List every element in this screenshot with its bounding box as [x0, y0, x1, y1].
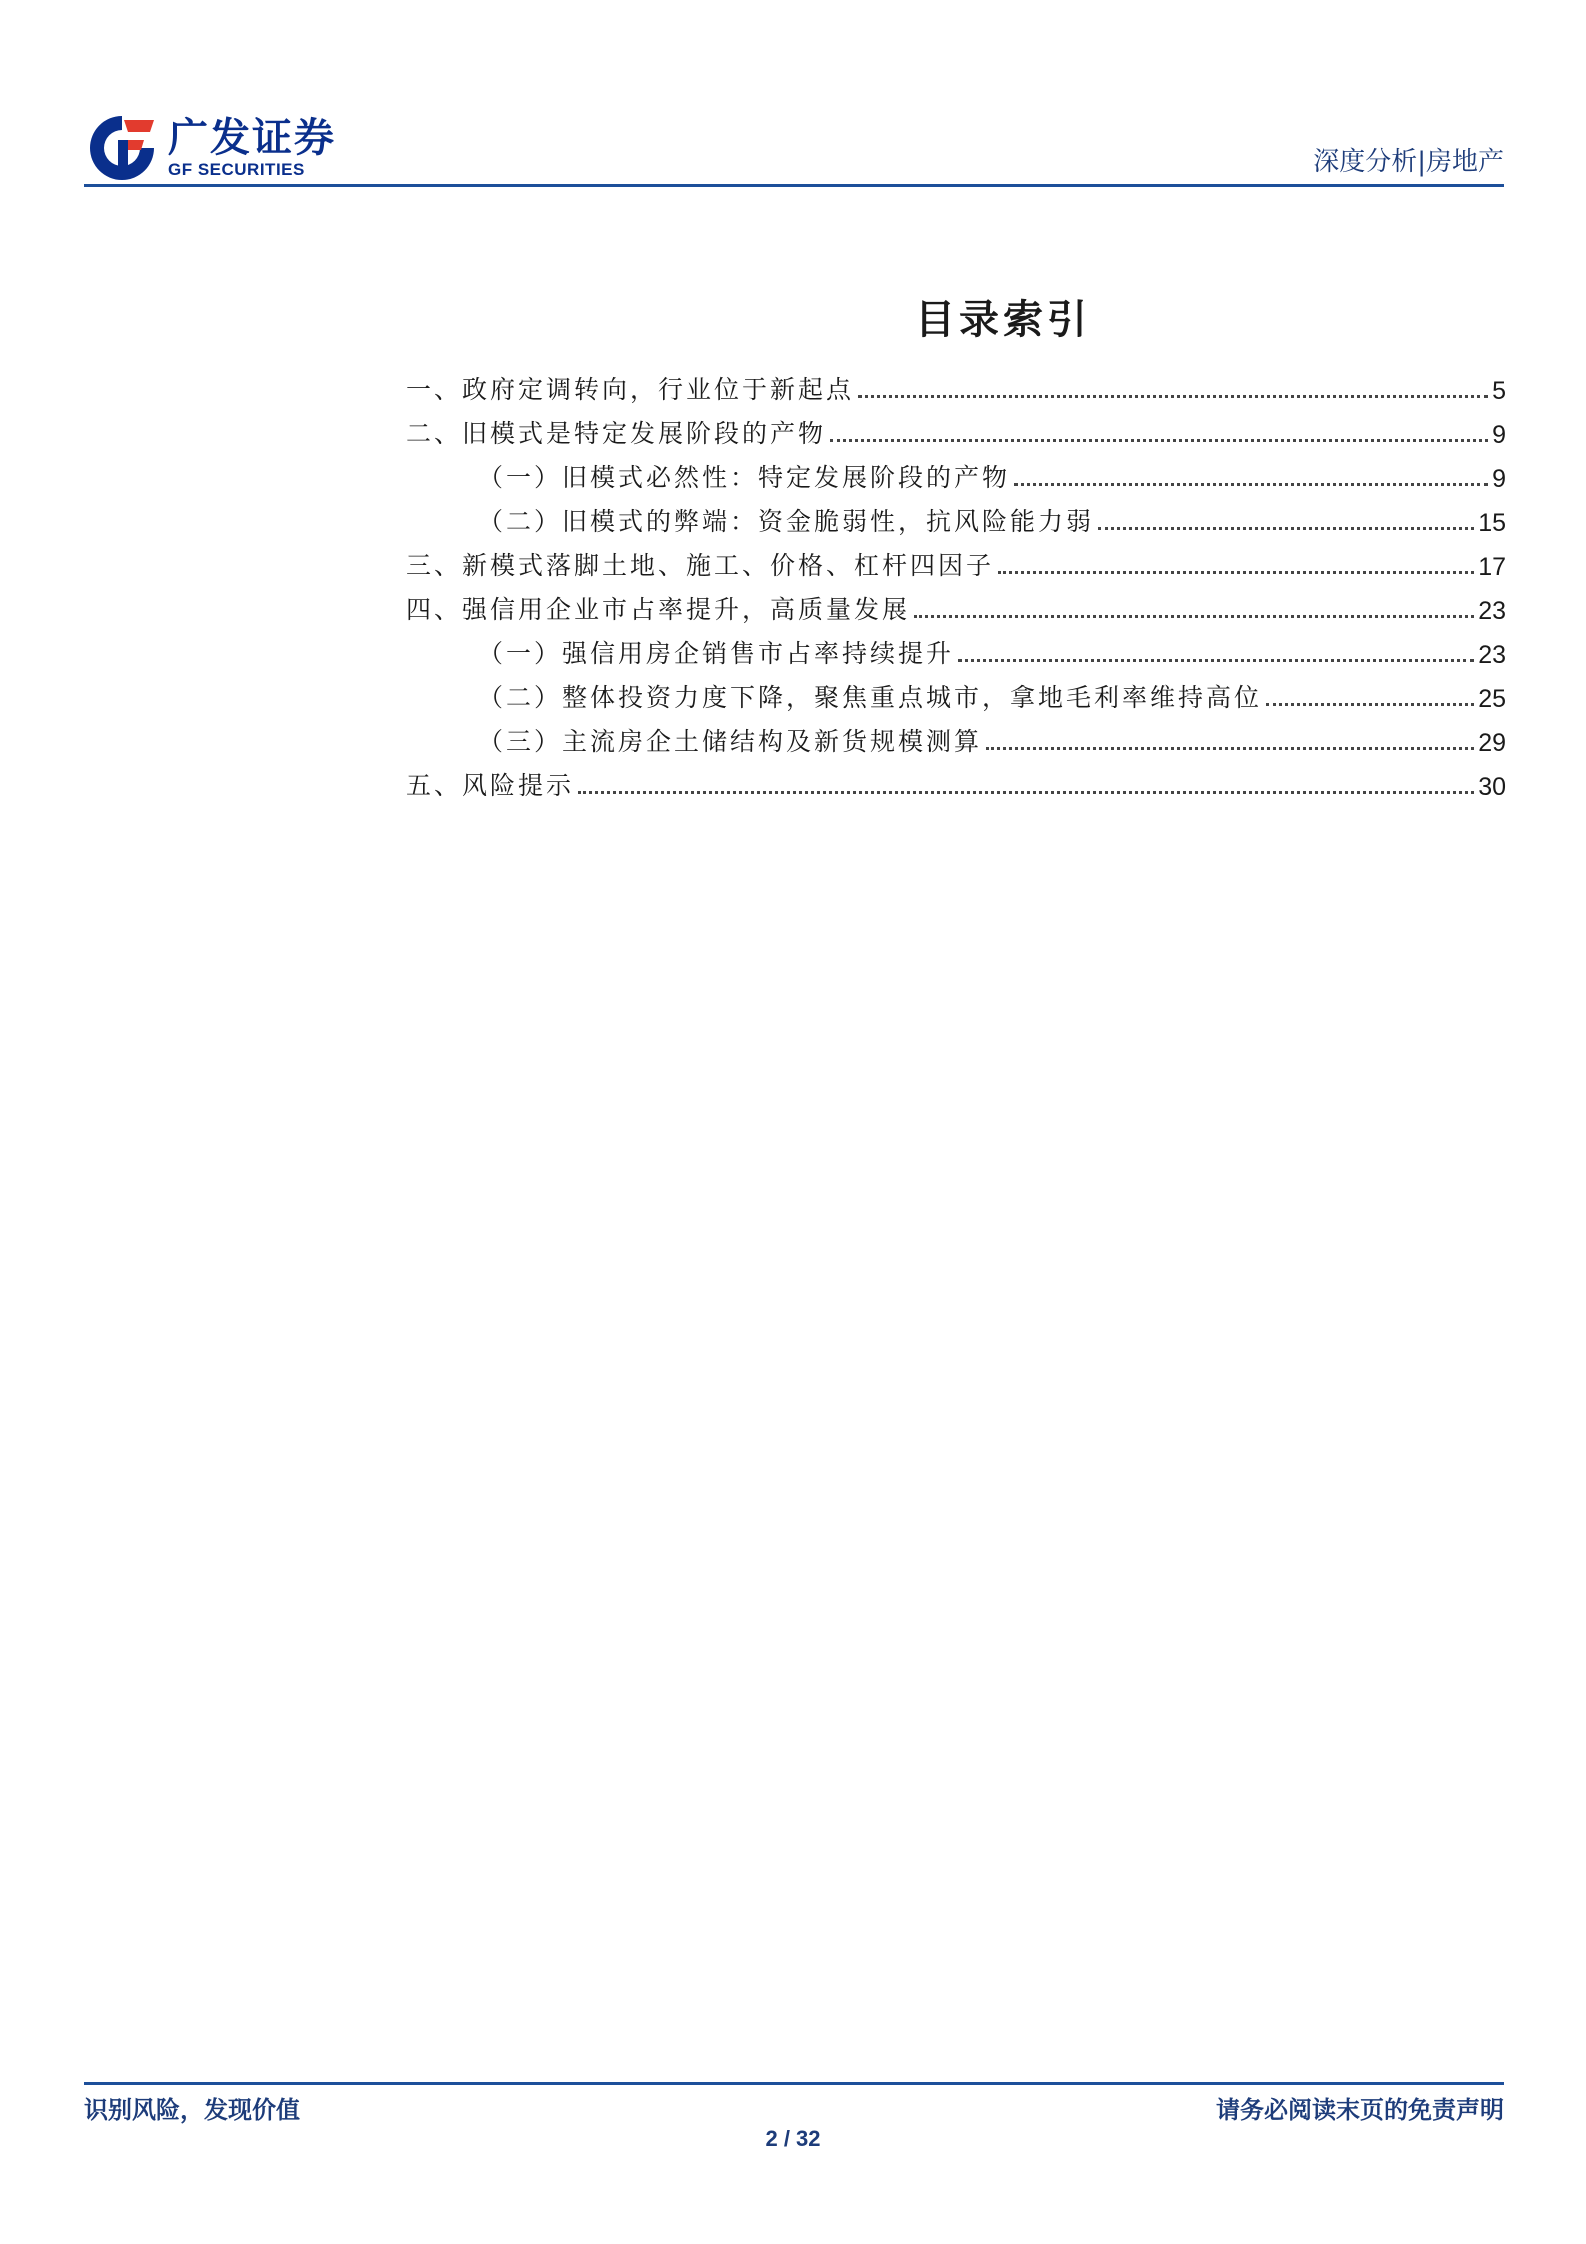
toc-entry-label: 五、风险提示 — [406, 771, 575, 800]
page-number: 2 / 32 — [765, 2126, 821, 2151]
toc-entry-page: 15 — [1478, 509, 1506, 537]
toc-entry[interactable] — [406, 450, 1506, 494]
toc-title: 目录索引 — [915, 296, 1091, 343]
gf-securities-logo — [84, 108, 336, 188]
toc-entry-page: 29 — [1478, 729, 1506, 757]
toc-entry-page: 30 — [1478, 773, 1506, 801]
toc-entry-page: 5 — [1492, 377, 1506, 405]
header-divider — [84, 184, 1504, 187]
toc-dot-leader — [830, 439, 1488, 442]
toc-entry-page: 9 — [1492, 421, 1506, 449]
footer-slogan: 识别风险，发现价值 — [84, 2096, 300, 2124]
toc-entry[interactable] — [406, 362, 1506, 406]
gf-logo-icon — [84, 110, 160, 186]
toc-entry[interactable] — [406, 582, 1506, 626]
toc-entry-page: 23 — [1478, 597, 1506, 625]
toc-entry-label: 三、新模式落脚土地、施工、价格、杠杆四因子 — [406, 551, 995, 580]
toc-entry-label: 二、旧模式是特定发展阶段的产物 — [406, 419, 827, 448]
toc-entry-page: 9 — [1492, 465, 1506, 493]
toc-dot-leader — [578, 791, 1474, 794]
toc-entry-page: 17 — [1478, 553, 1506, 581]
toc-entry[interactable] — [406, 670, 1506, 714]
toc-entry[interactable] — [406, 626, 1506, 670]
logo-chinese-name: 广发证券 — [168, 115, 336, 161]
toc-entry-page: 23 — [1478, 641, 1506, 669]
toc-entry-label: （一）强信用房企销售市占率持续提升 — [478, 639, 955, 668]
toc-dot-leader — [858, 395, 1488, 398]
toc-entry[interactable] — [406, 758, 1506, 802]
toc-dot-leader — [1098, 527, 1474, 530]
toc-entry[interactable] — [406, 494, 1506, 538]
toc-dot-leader — [998, 571, 1474, 574]
page-header — [84, 108, 1504, 188]
toc-entry-label: （二）整体投资力度下降，聚焦重点城市，拿地毛利率维持高位 — [478, 683, 1263, 712]
logo-english-name: GF SECURITIES — [168, 160, 305, 179]
toc-entry-page: 25 — [1478, 685, 1506, 713]
logo-text — [168, 116, 336, 180]
toc-dot-leader — [986, 747, 1474, 750]
footer-divider — [84, 2082, 1504, 2085]
toc-entry-label: 四、强信用企业市占率提升，高质量发展 — [406, 595, 911, 624]
toc-dot-leader — [1014, 483, 1488, 486]
toc-dot-leader — [914, 615, 1474, 618]
report-category: 深度分析|房地产 — [1313, 147, 1504, 177]
toc-entry[interactable] — [406, 538, 1506, 582]
table-of-contents — [406, 362, 1506, 802]
toc-entry-label: 一、政府定调转向，行业位于新起点 — [406, 375, 855, 404]
toc-entry[interactable] — [406, 406, 1506, 450]
toc-entry[interactable] — [406, 714, 1506, 758]
toc-dot-leader — [1266, 703, 1474, 706]
toc-entry-label: （三）主流房企土储结构及新货规模测算 — [478, 727, 983, 756]
toc-dot-leader — [958, 659, 1474, 662]
toc-entry-label: （一）旧模式必然性：特定发展阶段的产物 — [478, 463, 1011, 492]
toc-entry-label: （二）旧模式的弊端：资金脆弱性，抗风险能力弱 — [478, 507, 1095, 536]
footer-disclaimer: 请务必阅读末页的免责声明 — [1216, 2096, 1504, 2124]
